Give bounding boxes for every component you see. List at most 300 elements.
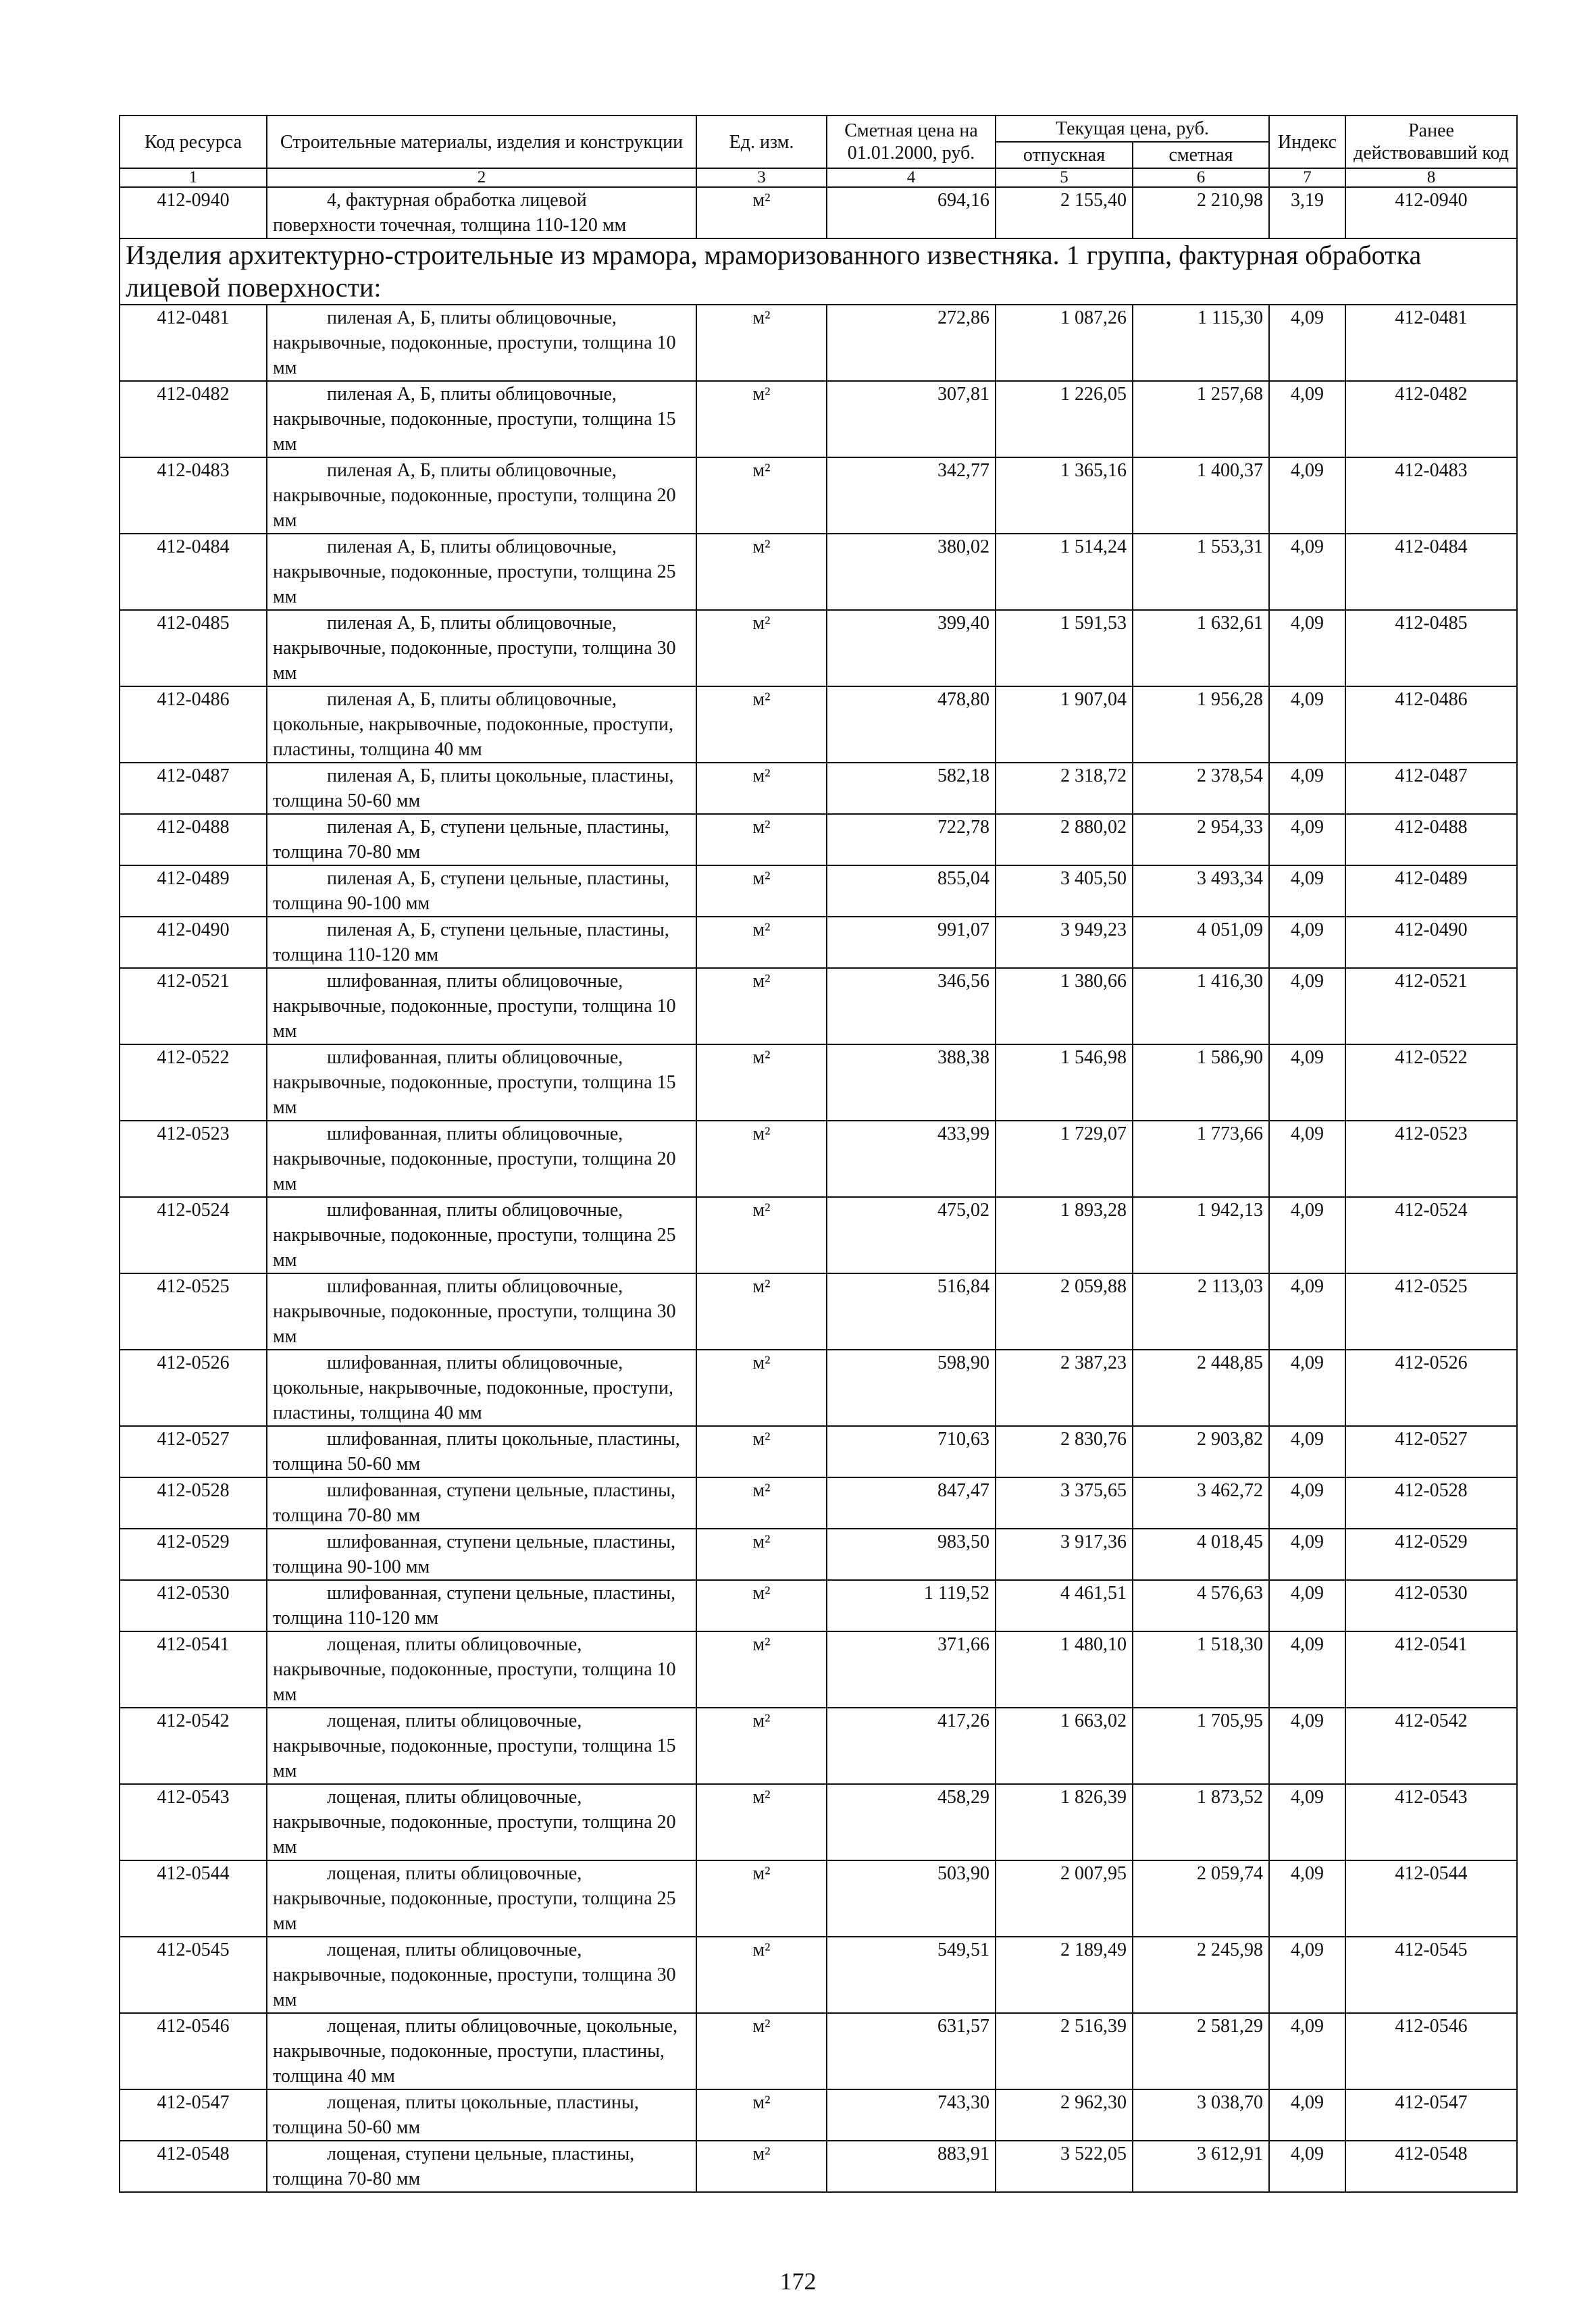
- resource-code: 412-0541: [120, 1631, 267, 1708]
- release-price: 2 318,72: [996, 763, 1133, 814]
- estimate-price-2000: 1 119,52: [827, 1580, 996, 1631]
- material-description: [267, 534, 696, 610]
- estimate-price-2000: 722,78: [827, 814, 996, 865]
- table-row: [120, 534, 1517, 610]
- header-estimate-price: Сметная цена на 01.01.2000, руб.: [827, 116, 996, 168]
- price-index: 4,09: [1269, 610, 1345, 686]
- estimate-price-2000: 855,04: [827, 865, 996, 917]
- previous-code: 412-0545: [1345, 1937, 1517, 2013]
- unit-of-measure: м²: [696, 1273, 827, 1350]
- release-price: 2 387,23: [996, 1350, 1133, 1426]
- table-row: [120, 457, 1517, 534]
- table-row: [120, 1708, 1517, 1784]
- estimate-price-2000: 433,99: [827, 1121, 996, 1197]
- page-number: 172: [779, 2268, 817, 2295]
- table-row: [120, 610, 1517, 686]
- estimate-current-price: 1 257,68: [1133, 381, 1269, 457]
- table-row: [120, 917, 1517, 968]
- release-price: 1 591,53: [996, 610, 1133, 686]
- release-price: 2 155,40: [996, 187, 1133, 238]
- estimate-price-2000: 503,90: [827, 1860, 996, 1937]
- unit-of-measure: м²: [696, 2141, 827, 2192]
- estimate-current-price: 1 956,28: [1133, 686, 1269, 763]
- previous-code: 412-0530: [1345, 1580, 1517, 1631]
- price-index: 4,09: [1269, 1580, 1345, 1631]
- release-price: 3 949,23: [996, 917, 1133, 968]
- description-text: лощеная, плиты облицовочные, накрывочные, подоконные, проступи, толщина 15 мм: [273, 1710, 676, 1781]
- resource-code: 412-0548: [120, 2141, 267, 2192]
- resource-code: 412-0547: [120, 2089, 267, 2141]
- table-row: [120, 1860, 1517, 1937]
- release-price: 1 729,07: [996, 1121, 1133, 1197]
- header-release-price: отпускная: [996, 142, 1133, 168]
- estimate-price-2000: 388,38: [827, 1044, 996, 1121]
- unit-of-measure: м²: [696, 1477, 827, 1529]
- col-number: 5: [996, 168, 1133, 187]
- material-description: [267, 2141, 696, 2192]
- unit-of-measure: м²: [696, 1784, 827, 1860]
- resource-code: 412-0489: [120, 865, 267, 917]
- unit-of-measure: м²: [696, 534, 827, 610]
- unit-of-measure: м²: [696, 1121, 827, 1197]
- resource-code: 412-0481: [120, 305, 267, 381]
- estimate-price-2000: 399,40: [827, 610, 996, 686]
- material-description: [267, 1529, 696, 1580]
- description-text: шлифованная, плиты облицовочные, накрывочные, подоконные, проступи, толщина 20 мм: [273, 1123, 676, 1194]
- description-text: лощеная, плиты облицовочные, накрывочные, подоконные, проступи, толщина 20 мм: [273, 1787, 676, 1858]
- header-unit: Ед. изм.: [696, 116, 827, 168]
- description-text: пиленая А, Б, ступени цельные, пластины, толщина 90-100 мм: [273, 868, 669, 914]
- header-name: Строительные материалы, изделия и конструкции: [267, 116, 696, 168]
- previous-code: 412-0483: [1345, 457, 1517, 534]
- estimate-price-2000: 847,47: [827, 1477, 996, 1529]
- table-row: [120, 1121, 1517, 1197]
- estimate-price-2000: 983,50: [827, 1529, 996, 1580]
- price-index: 4,09: [1269, 1044, 1345, 1121]
- resource-code: 412-0484: [120, 534, 267, 610]
- unit-of-measure: м²: [696, 187, 827, 238]
- material-description: [267, 968, 696, 1044]
- description-text: пиленая А, Б, плиты облицовочные, накрывочные, подоконные, проступи, толщина 25 мм: [273, 536, 676, 607]
- resource-code: 412-0543: [120, 1784, 267, 1860]
- unit-of-measure: м²: [696, 1197, 827, 1273]
- unit-of-measure: м²: [696, 1529, 827, 1580]
- release-price: 1 546,98: [996, 1044, 1133, 1121]
- material-description: [267, 305, 696, 381]
- unit-of-measure: м²: [696, 457, 827, 534]
- unit-of-measure: м²: [696, 1580, 827, 1631]
- previous-code: 412-0529: [1345, 1529, 1517, 1580]
- resource-code: 412-0940: [120, 187, 267, 238]
- estimate-current-price: 3 493,34: [1133, 865, 1269, 917]
- release-price: 2 189,49: [996, 1937, 1133, 2013]
- estimate-price-2000: 991,07: [827, 917, 996, 968]
- header-index: Индекс: [1269, 116, 1345, 168]
- price-index: 4,09: [1269, 2013, 1345, 2089]
- col-number: 6: [1133, 168, 1269, 187]
- release-price: 1 226,05: [996, 381, 1133, 457]
- description-text: лощеная, плиты облицовочные, накрывочные, подоконные, проступи, толщина 30 мм: [273, 1939, 676, 2010]
- unit-of-measure: м²: [696, 1631, 827, 1708]
- resource-code: 412-0521: [120, 968, 267, 1044]
- release-price: 1 480,10: [996, 1631, 1133, 1708]
- price-index: 4,09: [1269, 1121, 1345, 1197]
- previous-code: 412-0543: [1345, 1784, 1517, 1860]
- release-price: 2 880,02: [996, 814, 1133, 865]
- estimate-price-2000: 710,63: [827, 1426, 996, 1477]
- estimate-current-price: 2 581,29: [1133, 2013, 1269, 2089]
- estimate-current-price: 1 416,30: [1133, 968, 1269, 1044]
- resource-code: 412-0487: [120, 763, 267, 814]
- estimate-current-price: 2 113,03: [1133, 1273, 1269, 1350]
- price-index: 4,09: [1269, 381, 1345, 457]
- description-text: пиленая А, Б, ступени цельные, пластины, толщина 110-120 мм: [273, 919, 669, 965]
- material-description: [267, 917, 696, 968]
- estimate-current-price: 3 462,72: [1133, 1477, 1269, 1529]
- col-number: 3: [696, 168, 827, 187]
- material-description: [267, 381, 696, 457]
- col-number: 8: [1345, 168, 1517, 187]
- estimate-current-price: 1 773,66: [1133, 1121, 1269, 1197]
- table-row: [120, 1350, 1517, 1426]
- table-row: [120, 1580, 1517, 1631]
- release-price: 3 375,65: [996, 1477, 1133, 1529]
- description-text: шлифованная, плиты цокольные, пластины, толщина 50-60 мм: [273, 1429, 680, 1475]
- unit-of-measure: м²: [696, 814, 827, 865]
- unit-of-measure: м²: [696, 865, 827, 917]
- previous-code: 412-0522: [1345, 1044, 1517, 1121]
- estimate-current-price: 3 038,70: [1133, 2089, 1269, 2141]
- section-title: Изделия архитектурно-строительные из мрамора, мраморизованного известняка. 1 группа, фактурная обработка лицевой поверхности:: [120, 238, 1517, 305]
- estimate-price-2000: 371,66: [827, 1631, 996, 1708]
- price-index: 4,09: [1269, 1426, 1345, 1477]
- estimate-current-price: 1 400,37: [1133, 457, 1269, 534]
- table-row: [120, 1273, 1517, 1350]
- resource-code: 412-0528: [120, 1477, 267, 1529]
- material-description: [267, 865, 696, 917]
- col-number: 7: [1269, 168, 1345, 187]
- estimate-current-price: 1 115,30: [1133, 305, 1269, 381]
- table-row: [120, 968, 1517, 1044]
- description-text: лощеная, плиты цокольные, пластины, толщина 50-60 мм: [273, 2092, 639, 2138]
- resource-code: 412-0522: [120, 1044, 267, 1121]
- table-row: [120, 1197, 1517, 1273]
- price-index: 4,09: [1269, 686, 1345, 763]
- estimate-price-2000: 307,81: [827, 381, 996, 457]
- release-price: 3 917,36: [996, 1529, 1133, 1580]
- material-description: [267, 1426, 696, 1477]
- description-text: лощеная, ступени цельные, пластины, толщина 70-80 мм: [273, 2143, 635, 2189]
- estimate-current-price: 2 448,85: [1133, 1350, 1269, 1426]
- previous-code: 412-0542: [1345, 1708, 1517, 1784]
- release-price: 3 405,50: [996, 865, 1133, 917]
- price-index: 3,19: [1269, 187, 1345, 238]
- header-estimate-current: сметная: [1133, 142, 1269, 168]
- previous-code: 412-0527: [1345, 1426, 1517, 1477]
- table-row: [120, 814, 1517, 865]
- col-number: 2: [267, 168, 696, 187]
- price-index: 4,09: [1269, 305, 1345, 381]
- unit-of-measure: м²: [696, 610, 827, 686]
- material-description: [267, 1708, 696, 1784]
- material-description: [267, 457, 696, 534]
- price-index: 4,09: [1269, 1273, 1345, 1350]
- previous-code: 412-0525: [1345, 1273, 1517, 1350]
- material-description: [267, 763, 696, 814]
- description-text: шлифованная, ступени цельные, пластины, толщина 70-80 мм: [273, 1480, 676, 1526]
- unit-of-measure: м²: [696, 686, 827, 763]
- price-index: 4,09: [1269, 968, 1345, 1044]
- price-index: 4,09: [1269, 2141, 1345, 2192]
- table-row: [120, 1631, 1517, 1708]
- price-index: 4,09: [1269, 1631, 1345, 1708]
- previous-code: 412-0486: [1345, 686, 1517, 763]
- previous-code: 412-0488: [1345, 814, 1517, 865]
- description-text: пиленая А, Б, плиты цокольные, пластины, толщина 50-60 мм: [273, 765, 674, 811]
- estimate-current-price: 2 245,98: [1133, 1937, 1269, 2013]
- estimate-price-2000: 478,80: [827, 686, 996, 763]
- col-number: 4: [827, 168, 996, 187]
- estimate-price-2000: 582,18: [827, 763, 996, 814]
- description-text: шлифованная, плиты облицовочные, накрывочные, подоконные, проступи, толщина 10 мм: [273, 971, 676, 1042]
- material-description: [267, 1860, 696, 1937]
- previous-code: 412-0485: [1345, 610, 1517, 686]
- price-index: 4,09: [1269, 763, 1345, 814]
- estimate-current-price: 1 632,61: [1133, 610, 1269, 686]
- previous-code: 412-0523: [1345, 1121, 1517, 1197]
- unit-of-measure: м²: [696, 1937, 827, 2013]
- resource-code: 412-0526: [120, 1350, 267, 1426]
- release-price: 2 007,95: [996, 1860, 1133, 1937]
- table-row: [120, 2089, 1517, 2141]
- table-row: [120, 1426, 1517, 1477]
- header-current-price: Текущая цена, руб.: [996, 116, 1269, 142]
- material-description: [267, 1121, 696, 1197]
- description-text: пиленая А, Б, плиты облицовочные, накрывочные, подоконные, проступи, толщина 10 мм: [273, 307, 676, 378]
- resource-code: 412-0530: [120, 1580, 267, 1631]
- unit-of-measure: м²: [696, 1350, 827, 1426]
- description-text: шлифованная, ступени цельные, пластины, толщина 90-100 мм: [273, 1531, 676, 1577]
- unit-of-measure: м²: [696, 381, 827, 457]
- column-number-row: [120, 168, 1517, 187]
- table-row: [120, 187, 1517, 238]
- estimate-current-price: 4 576,63: [1133, 1580, 1269, 1631]
- resource-code: 412-0545: [120, 1937, 267, 2013]
- price-index: 4,09: [1269, 814, 1345, 865]
- unit-of-measure: м²: [696, 968, 827, 1044]
- description-text: пиленая А, Б, плиты облицовочные, накрывочные, подоконные, проступи, толщина 30 мм: [273, 613, 676, 684]
- previous-code: 412-0548: [1345, 2141, 1517, 2192]
- previous-code: 412-0524: [1345, 1197, 1517, 1273]
- table-row: [120, 305, 1517, 381]
- description-text: пиленая А, Б, плиты облицовочные, накрывочные, подоконные, проступи, толщина 20 мм: [273, 460, 676, 531]
- resource-code: 412-0524: [120, 1197, 267, 1273]
- estimate-price-2000: 516,84: [827, 1273, 996, 1350]
- material-description: [267, 1273, 696, 1350]
- price-index: 4,09: [1269, 1708, 1345, 1784]
- unit-of-measure: м²: [696, 2089, 827, 2141]
- previous-code: 412-0490: [1345, 917, 1517, 968]
- resource-code: 412-0483: [120, 457, 267, 534]
- unit-of-measure: м²: [696, 305, 827, 381]
- table-row: [120, 1477, 1517, 1529]
- release-price: 2 059,88: [996, 1273, 1133, 1350]
- resource-code: 412-0544: [120, 1860, 267, 1937]
- description-text: пиленая А, Б, плиты облицовочные, накрывочные, подоконные, проступи, толщина 15 мм: [273, 384, 676, 455]
- resource-code: 412-0490: [120, 917, 267, 968]
- description-text: шлифованная, ступени цельные, пластины, толщина 110-120 мм: [273, 1583, 676, 1629]
- description-text: лощеная, плиты облицовочные, цокольные, накрывочные, подоконные, проступи, пластины, толщина 40 мм: [273, 2016, 678, 2087]
- estimate-current-price: 4 018,45: [1133, 1529, 1269, 1580]
- estimate-current-price: 1 873,52: [1133, 1784, 1269, 1860]
- description-text: шлифованная, плиты облицовочные, накрывочные, подоконные, проступи, толщина 25 мм: [273, 1200, 676, 1271]
- release-price: 1 087,26: [996, 305, 1133, 381]
- estimate-price-2000: 598,90: [827, 1350, 996, 1426]
- table-row: [120, 2013, 1517, 2089]
- previous-code: 412-0526: [1345, 1350, 1517, 1426]
- resource-code: 412-0486: [120, 686, 267, 763]
- release-price: 1 893,28: [996, 1197, 1133, 1273]
- previous-code: 412-0544: [1345, 1860, 1517, 1937]
- estimate-price-2000: 380,02: [827, 534, 996, 610]
- estimate-price-2000: 417,26: [827, 1708, 996, 1784]
- material-description: [267, 2013, 696, 2089]
- description-text: шлифованная, плиты облицовочные, цокольные, накрывочные, подоконные, проступи, пластины, толщина 40 мм: [273, 1352, 673, 1423]
- previous-code: 412-0482: [1345, 381, 1517, 457]
- previous-code: 412-0541: [1345, 1631, 1517, 1708]
- unit-of-measure: м²: [696, 1044, 827, 1121]
- col-number: 1: [120, 168, 267, 187]
- estimate-price-2000: 694,16: [827, 187, 996, 238]
- resource-code: 412-0527: [120, 1426, 267, 1477]
- release-price: 2 830,76: [996, 1426, 1133, 1477]
- estimate-current-price: 2 954,33: [1133, 814, 1269, 865]
- unit-of-measure: м²: [696, 763, 827, 814]
- estimate-current-price: 1 705,95: [1133, 1708, 1269, 1784]
- estimate-current-price: 1 942,13: [1133, 1197, 1269, 1273]
- price-index: 4,09: [1269, 1784, 1345, 1860]
- unit-of-measure: м²: [696, 1708, 827, 1784]
- price-index: 4,09: [1269, 917, 1345, 968]
- previous-code: 412-0547: [1345, 2089, 1517, 2141]
- release-price: 4 461,51: [996, 1580, 1133, 1631]
- material-description: [267, 1580, 696, 1631]
- estimate-price-2000: 549,51: [827, 1937, 996, 2013]
- release-price: 2 962,30: [996, 2089, 1133, 2141]
- description-text: шлифованная, плиты облицовочные, накрывочные, подоконные, проступи, толщина 15 мм: [273, 1047, 676, 1118]
- price-index: 4,09: [1269, 2089, 1345, 2141]
- price-index: 4,09: [1269, 1529, 1345, 1580]
- table-row: [120, 381, 1517, 457]
- estimate-price-2000: 883,91: [827, 2141, 996, 2192]
- estimate-current-price: 3 612,91: [1133, 2141, 1269, 2192]
- table-row: [120, 865, 1517, 917]
- estimate-price-2000: 631,57: [827, 2013, 996, 2089]
- price-index: 4,09: [1269, 457, 1345, 534]
- unit-of-measure: м²: [696, 2013, 827, 2089]
- estimate-current-price: 1 586,90: [1133, 1044, 1269, 1121]
- material-description: [267, 1631, 696, 1708]
- unit-of-measure: м²: [696, 1860, 827, 1937]
- previous-code: 412-0489: [1345, 865, 1517, 917]
- material-description: [267, 1044, 696, 1121]
- release-price: 1 514,24: [996, 534, 1133, 610]
- material-description: [267, 1937, 696, 2013]
- table-row: [120, 686, 1517, 763]
- estimate-price-2000: 743,30: [827, 2089, 996, 2141]
- price-index: 4,09: [1269, 1477, 1345, 1529]
- estimate-price-2000: 272,86: [827, 305, 996, 381]
- resource-code: 412-0529: [120, 1529, 267, 1580]
- previous-code: 412-0528: [1345, 1477, 1517, 1529]
- release-price: 1 365,16: [996, 457, 1133, 534]
- previous-code: 412-0484: [1345, 534, 1517, 610]
- table-row: [120, 763, 1517, 814]
- estimate-price-2000: 342,77: [827, 457, 996, 534]
- description-text: шлифованная, плиты облицовочные, накрывочные, подоконные, проступи, толщина 30 мм: [273, 1276, 676, 1347]
- resource-code: 412-0525: [120, 1273, 267, 1350]
- material-description: [267, 1784, 696, 1860]
- release-price: 1 380,66: [996, 968, 1133, 1044]
- release-price: 1 826,39: [996, 1784, 1133, 1860]
- price-index: 4,09: [1269, 1937, 1345, 2013]
- description-text: 4, фактурная обработка лицевой поверхности точечная, толщина 110-120 мм: [273, 190, 627, 236]
- release-price: 1 907,04: [996, 686, 1133, 763]
- header-prev-code: Ранее действовавший код: [1345, 116, 1517, 168]
- previous-code: 412-0546: [1345, 2013, 1517, 2089]
- resource-code: 412-0546: [120, 2013, 267, 2089]
- previous-code: 412-0521: [1345, 968, 1517, 1044]
- table-header: [120, 116, 1517, 187]
- estimate-current-price: 2 210,98: [1133, 187, 1269, 238]
- description-text: лощеная, плиты облицовочные, накрывочные, подоконные, проступи, толщина 25 мм: [273, 1863, 676, 1934]
- material-description: [267, 610, 696, 686]
- previous-code: 412-0487: [1345, 763, 1517, 814]
- material-description: [267, 1477, 696, 1529]
- price-index: 4,09: [1269, 865, 1345, 917]
- price-index: 4,09: [1269, 1350, 1345, 1426]
- table-row: [120, 1044, 1517, 1121]
- release-price: 3 522,05: [996, 2141, 1133, 2192]
- price-index: 4,09: [1269, 534, 1345, 610]
- unit-of-measure: м²: [696, 917, 827, 968]
- material-description: [267, 1350, 696, 1426]
- price-index: 4,09: [1269, 1197, 1345, 1273]
- description-text: пиленая А, Б, плиты облицовочные, цокольные, накрывочные, подоконные, проступи, пластины, толщина 40 мм: [273, 689, 673, 760]
- material-description: [267, 2089, 696, 2141]
- description-text: пиленая А, Б, ступени цельные, пластины, толщина 70-80 мм: [273, 817, 669, 863]
- release-price: 2 516,39: [996, 2013, 1133, 2089]
- release-price: 1 663,02: [996, 1708, 1133, 1784]
- resource-code: 412-0523: [120, 1121, 267, 1197]
- material-description: [267, 686, 696, 763]
- resource-code: 412-0542: [120, 1708, 267, 1784]
- table-row: [120, 1529, 1517, 1580]
- material-description: [267, 814, 696, 865]
- header-code: Код ресурса: [120, 116, 267, 168]
- resource-code: 412-0485: [120, 610, 267, 686]
- resource-code: 412-0488: [120, 814, 267, 865]
- description-text: лощеная, плиты облицовочные, накрывочные, подоконные, проступи, толщина 10 мм: [273, 1634, 676, 1705]
- price-table: [119, 115, 1518, 2193]
- table-row: [120, 1784, 1517, 1860]
- material-description: [267, 1197, 696, 1273]
- estimate-current-price: 2 903,82: [1133, 1426, 1269, 1477]
- estimate-current-price: 1 553,31: [1133, 534, 1269, 610]
- section-header-row: [120, 238, 1517, 305]
- unit-of-measure: м²: [696, 1426, 827, 1477]
- resource-code: 412-0482: [120, 381, 267, 457]
